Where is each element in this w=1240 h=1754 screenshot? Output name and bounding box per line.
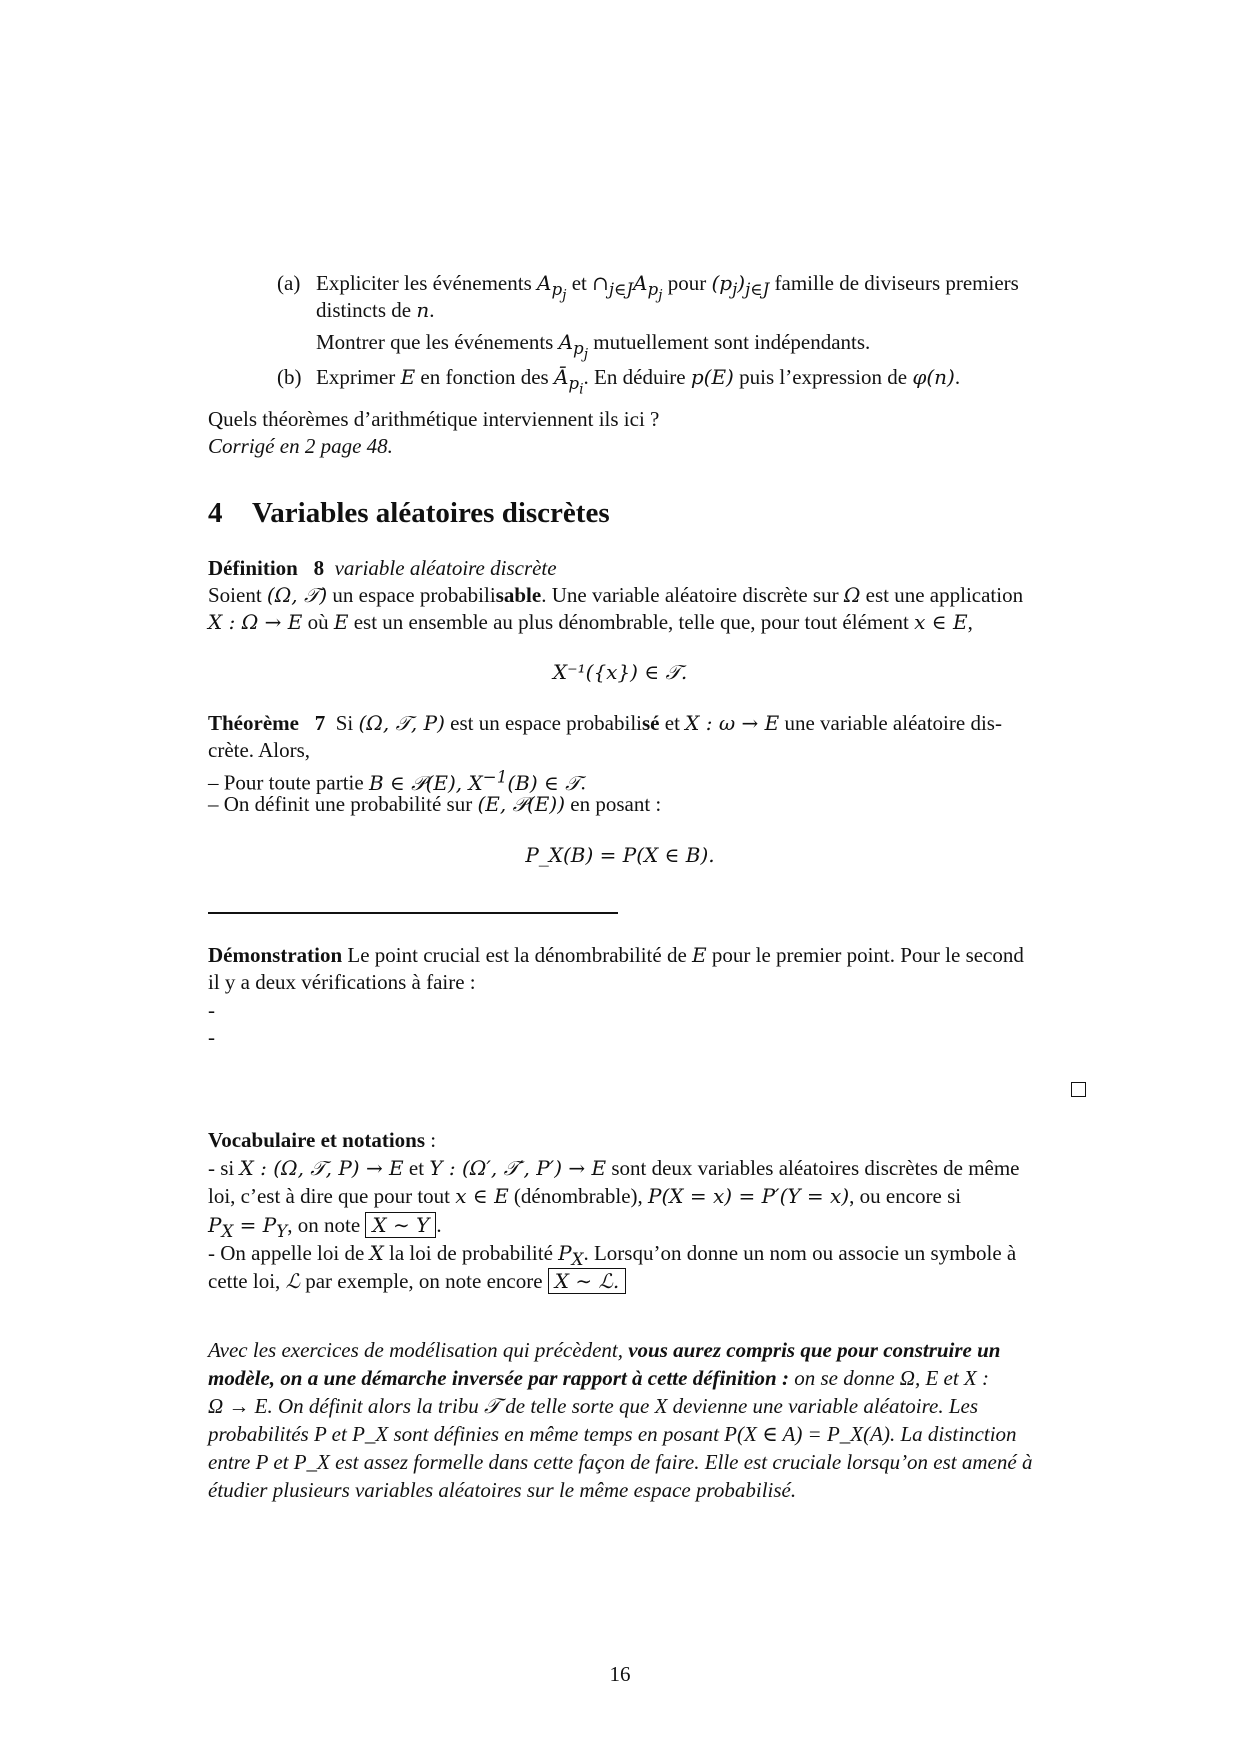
item-b-label: (b) [277, 365, 302, 389]
item-b-line1: Exprimer E en fonction des $Ā_{p_i}$. En déduire p(E) puis l’expression de φ(n). [316, 365, 961, 398]
item-a-line2: distincts de n. [316, 298, 435, 322]
remark-line6: étudier plusieurs variables aléatoires sur le même espace probabilisé. [208, 1478, 797, 1502]
item-a-line1: Expliciter les événements $A_{p_j}$ et $\cap_{j\in J}A_{p_j}$ pour $(p_j)_{j\in J}$ famille de diviseurs premiers [316, 271, 1019, 304]
definition-line2: X : Ω → E où E est un ensemble au plus dénombrable, telle que, pour tout élément x ∈ E, [208, 610, 973, 634]
vocab-line2: loi, c’est à dire que pour tout x ∈ E (dénombrable), P(X = x) = P′(Y = x), ou encore si [208, 1184, 962, 1208]
definition-header: Définition 8 variable aléatoire discrète [208, 556, 557, 580]
theorem-line2: crète. Alors, [208, 738, 311, 762]
theorem-item1: – Pour toute partie B ∈ 𝒫(E), $X^{-1}(B)$ ∈ 𝒯. [208, 767, 586, 795]
theorem-line1: Théorème 7 Si (Ω, 𝒯, P) est un espace probabilisé et X : ω → E une variable aléatoire dis- [208, 711, 1002, 735]
remark-line1: Avec les exercices de modélisation qui précèdent, vous aurez compris que pour construire un [208, 1338, 1001, 1362]
demo-line2: il y a deux vérifications à faire : [208, 970, 476, 994]
theorem-formula: P_X(B) = P(X ∈ B). [525, 843, 715, 867]
item-a-label: (a) [277, 271, 301, 295]
remark-line4: probabilités P et P_X sont définies en même temps en posant P(X ∈ A) = P_X(A). La distinction [208, 1422, 1017, 1446]
definition-line1: Soient (Ω, 𝒯) un espace probabilisable. Une variable aléatoire discrète sur Ω est une application [208, 583, 1024, 607]
demo-line1: Démonstration Le point crucial est la dénombrabilité de E pour le premier point. Pour le second [208, 943, 1024, 967]
demo-dash2: - [208, 1025, 215, 1049]
vocab-heading: Vocabulaire et notations : [208, 1128, 437, 1152]
qed-square-icon [1071, 1082, 1086, 1097]
vocab-line4: - On appelle loi de X la loi de probabilité $P_X$. Lorsqu’on donne un nom ou associe un symbole à [208, 1241, 1017, 1269]
question-line: Quels théorèmes d’arithmétique interviennent ils ici ? [208, 407, 660, 431]
section-title: Variables aléatoires discrètes [252, 497, 610, 529]
section-heading [208, 497, 610, 530]
section-number: 4 [208, 497, 223, 529]
remark-line5: entre P et P_X est assez formelle dans cette façon de faire. Elle est cruciale lorsqu’on est amené à [208, 1450, 1033, 1474]
corrige-link[interactable]: Corrigé en 2 page 48. [208, 434, 393, 458]
notation-box-xy: X ∼ Y [365, 1212, 436, 1238]
page-number: 16 [609, 1662, 631, 1686]
vocab-line5: cette loi, ℒ par exemple, on note encore X ∼ ℒ. [208, 1268, 626, 1294]
demo-dash1: - [208, 998, 215, 1022]
item-a-line3: Montrer que les événements $A_{p_j}$ mutuellement sont indépendants. [316, 330, 871, 363]
separator-rule [208, 912, 618, 914]
vocab-line1: - si X : (Ω, 𝒯, P) → E et Y : (Ω′, 𝒯′, P′) → E sont deux variables aléatoires discrètes de même [208, 1156, 1020, 1180]
remark-line2: modèle, on a une démarche inversée par rapport à cette définition : on se donne Ω, E et X : [208, 1366, 990, 1390]
notation-box-xl: X ∼ ℒ. [548, 1268, 626, 1294]
definition-formula: X⁻¹({x}) ∈ 𝒯. [552, 660, 688, 684]
vocab-line3: $P_X = P_Y$, on note X ∼ Y . [208, 1213, 442, 1241]
remark-line3: Ω → E. On définit alors la tribu 𝒯 de telle sorte que X devienne une variable aléatoire. Les [208, 1394, 979, 1418]
theorem-item2: – On définit une probabilité sur (E, 𝒫(E)) en posant : [208, 792, 662, 816]
